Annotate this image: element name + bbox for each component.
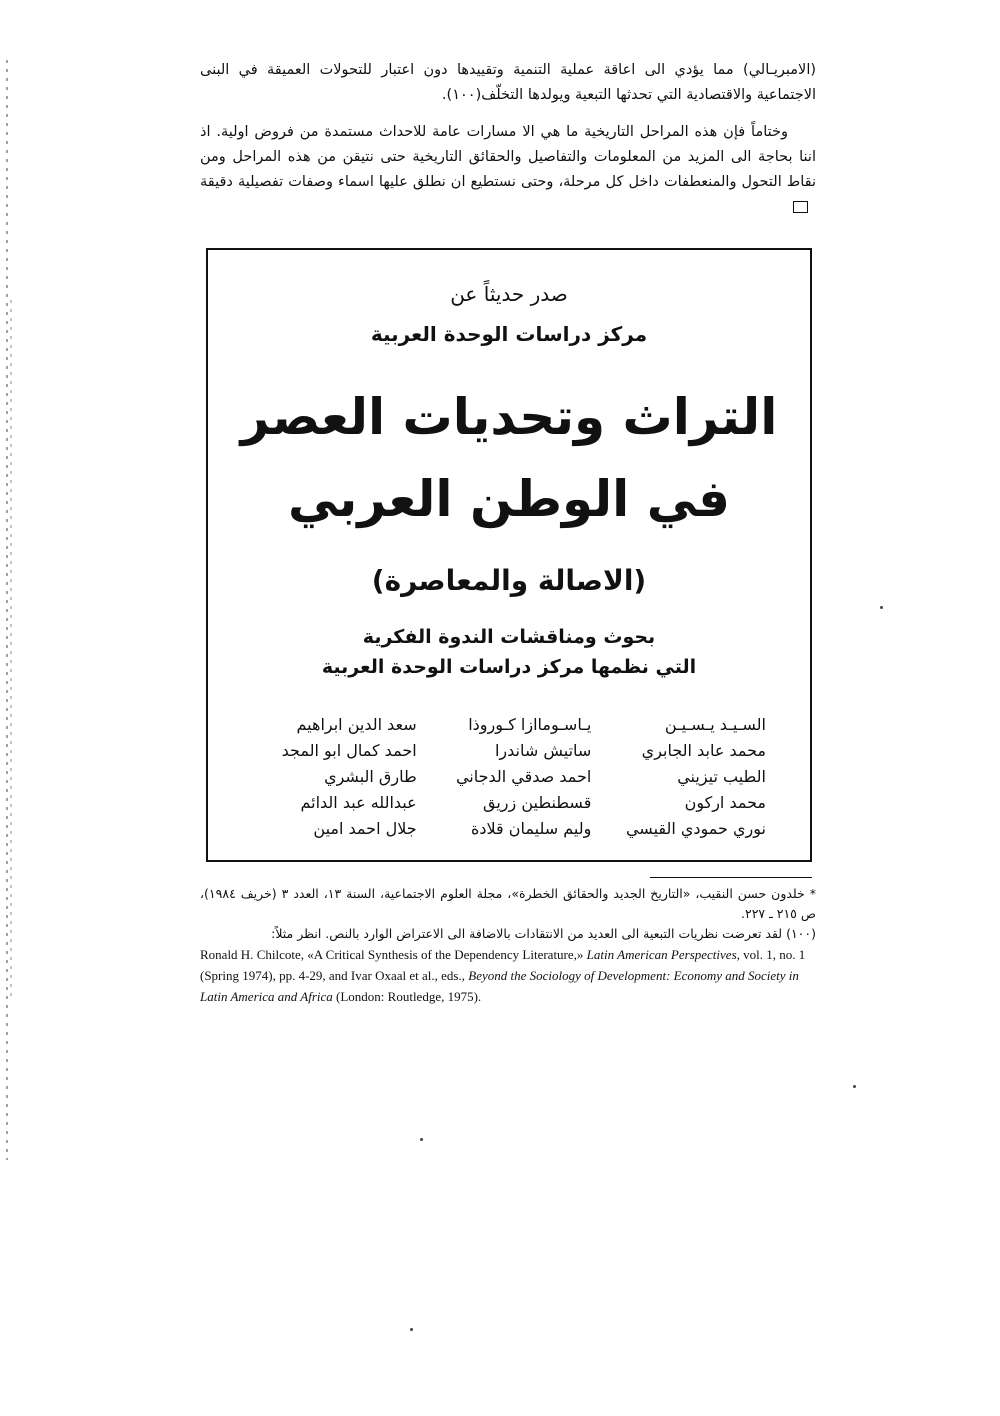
paragraph: [200, 120, 816, 220]
citation-text: vol. 1, no. 1 (Spring 1974), pp. 4-29, and Ivar Oxaal et al., eds.,: [200, 947, 806, 983]
author-name: سعد الدين ابراهيم: [296, 715, 417, 734]
citation-journal: Latin American Perspectives,: [586, 947, 740, 962]
book-title-line-2: في الوطن العربي: [287, 470, 731, 528]
author-name: احمد كمال ابو المجد: [281, 741, 417, 760]
end-of-section-icon: [793, 201, 808, 213]
footnote-rule: [650, 877, 812, 878]
footnotes: [200, 884, 816, 1007]
author-name: وليم سليمان قلادة: [470, 819, 592, 838]
scan-edge-mark: [10, 300, 12, 1000]
author-name: جلال احمد امين: [313, 819, 417, 838]
author-name: احمد صدقي الدجاني: [455, 767, 592, 786]
footnote-star: * خلدون حسن النقيب، «التاريخ الجديد والحقائق الخطرة»، مجلة العلوم الاجتماعية، السنة ١٣، العدد ٣ (خريف ١٩٨٤)، ص ٢١٥ ـ ٢٢٧.: [200, 886, 816, 921]
scan-speck: [420, 1138, 423, 1141]
text-line: (الامبريـالي) مما يؤدي الى اعاقة عملية التنمية وتقييدها دون اعتبار للتحولات العميقة في البنى: [200, 62, 816, 78]
author-list: [252, 714, 766, 840]
citation-text: (London: Routledge, 1975).: [336, 989, 482, 1004]
author-name: ساتيش شاندرا: [494, 741, 592, 760]
book-subtitle: (الاصالة والمعاصرة): [371, 564, 647, 597]
publication-advert: [206, 248, 812, 862]
paragraph: [200, 58, 816, 108]
author-name: الطيب تيزيني: [677, 767, 766, 786]
citation-book: Beyond the Sociology of Development: Economy and Society in Latin America and Africa: [200, 968, 799, 1004]
author-name: السـيـد يـسـيـن: [664, 715, 766, 734]
author-name: نوري حمودي القيسي: [625, 819, 766, 838]
book-description-line-1: بحوث ومناقشات الندوة الفكرية: [362, 626, 656, 648]
advert-intro: صدر حديثاً عن: [450, 282, 568, 306]
author-name: عبدالله عبد الدائم: [300, 793, 417, 812]
footnote-100: (١٠٠) لقد تعرضت نظريات التبعية الى العديد من الانتقادات بالاضافة الى الاعتراض الوارد بالنص. انظر مثلاً:: [271, 926, 816, 941]
book-description-line-2: التي نظمها مركز دراسات الوحدة العربية: [321, 656, 697, 678]
scan-speck: [853, 1085, 856, 1088]
citation-text: Ronald H. Chilcote, «A Critical Synthesis of the Dependency Literature,»: [200, 947, 584, 962]
scan-speck: [880, 606, 883, 609]
author-name: محمد عابد الجابري: [641, 741, 766, 760]
author-name: طارق البشري: [324, 767, 417, 786]
author-name: قسطنطين زريق: [483, 793, 592, 812]
advert-publisher: مركز دراسات الوحدة العربية: [370, 322, 648, 346]
body-text: [200, 58, 816, 232]
footnote-100-citation: [200, 944, 816, 1007]
scan-speck: [410, 1328, 413, 1331]
scan-edge-mark: [6, 60, 8, 1160]
author-name: يـاسـوماازا كـوروذا: [468, 715, 592, 734]
book-title-line-1: التراث وتحديات العصر: [240, 388, 778, 446]
author-name: محمد اركون: [684, 793, 766, 812]
text-line: وختاماً فإن هذه المراحل التاريخية ما هي الا مسارات عامة للاحداث مستمدة من فروض اولية. اذ اننا بحاجة الى المزيد من المعلومات والتفاصيل والحقائق التاريخية حتى نتيقن من هذه المراحل ومن نقاط التحول والمنعطفات داخل كل مرحلة، وحتى نستطيع ان نطلق عليها اسماء وصفات تفصيلية دقيقة: [200, 124, 816, 190]
text-line: الاجتماعية والاقتصادية التي تحدثها التبعية ويولدها التخلّف(١٠٠).: [441, 87, 816, 103]
